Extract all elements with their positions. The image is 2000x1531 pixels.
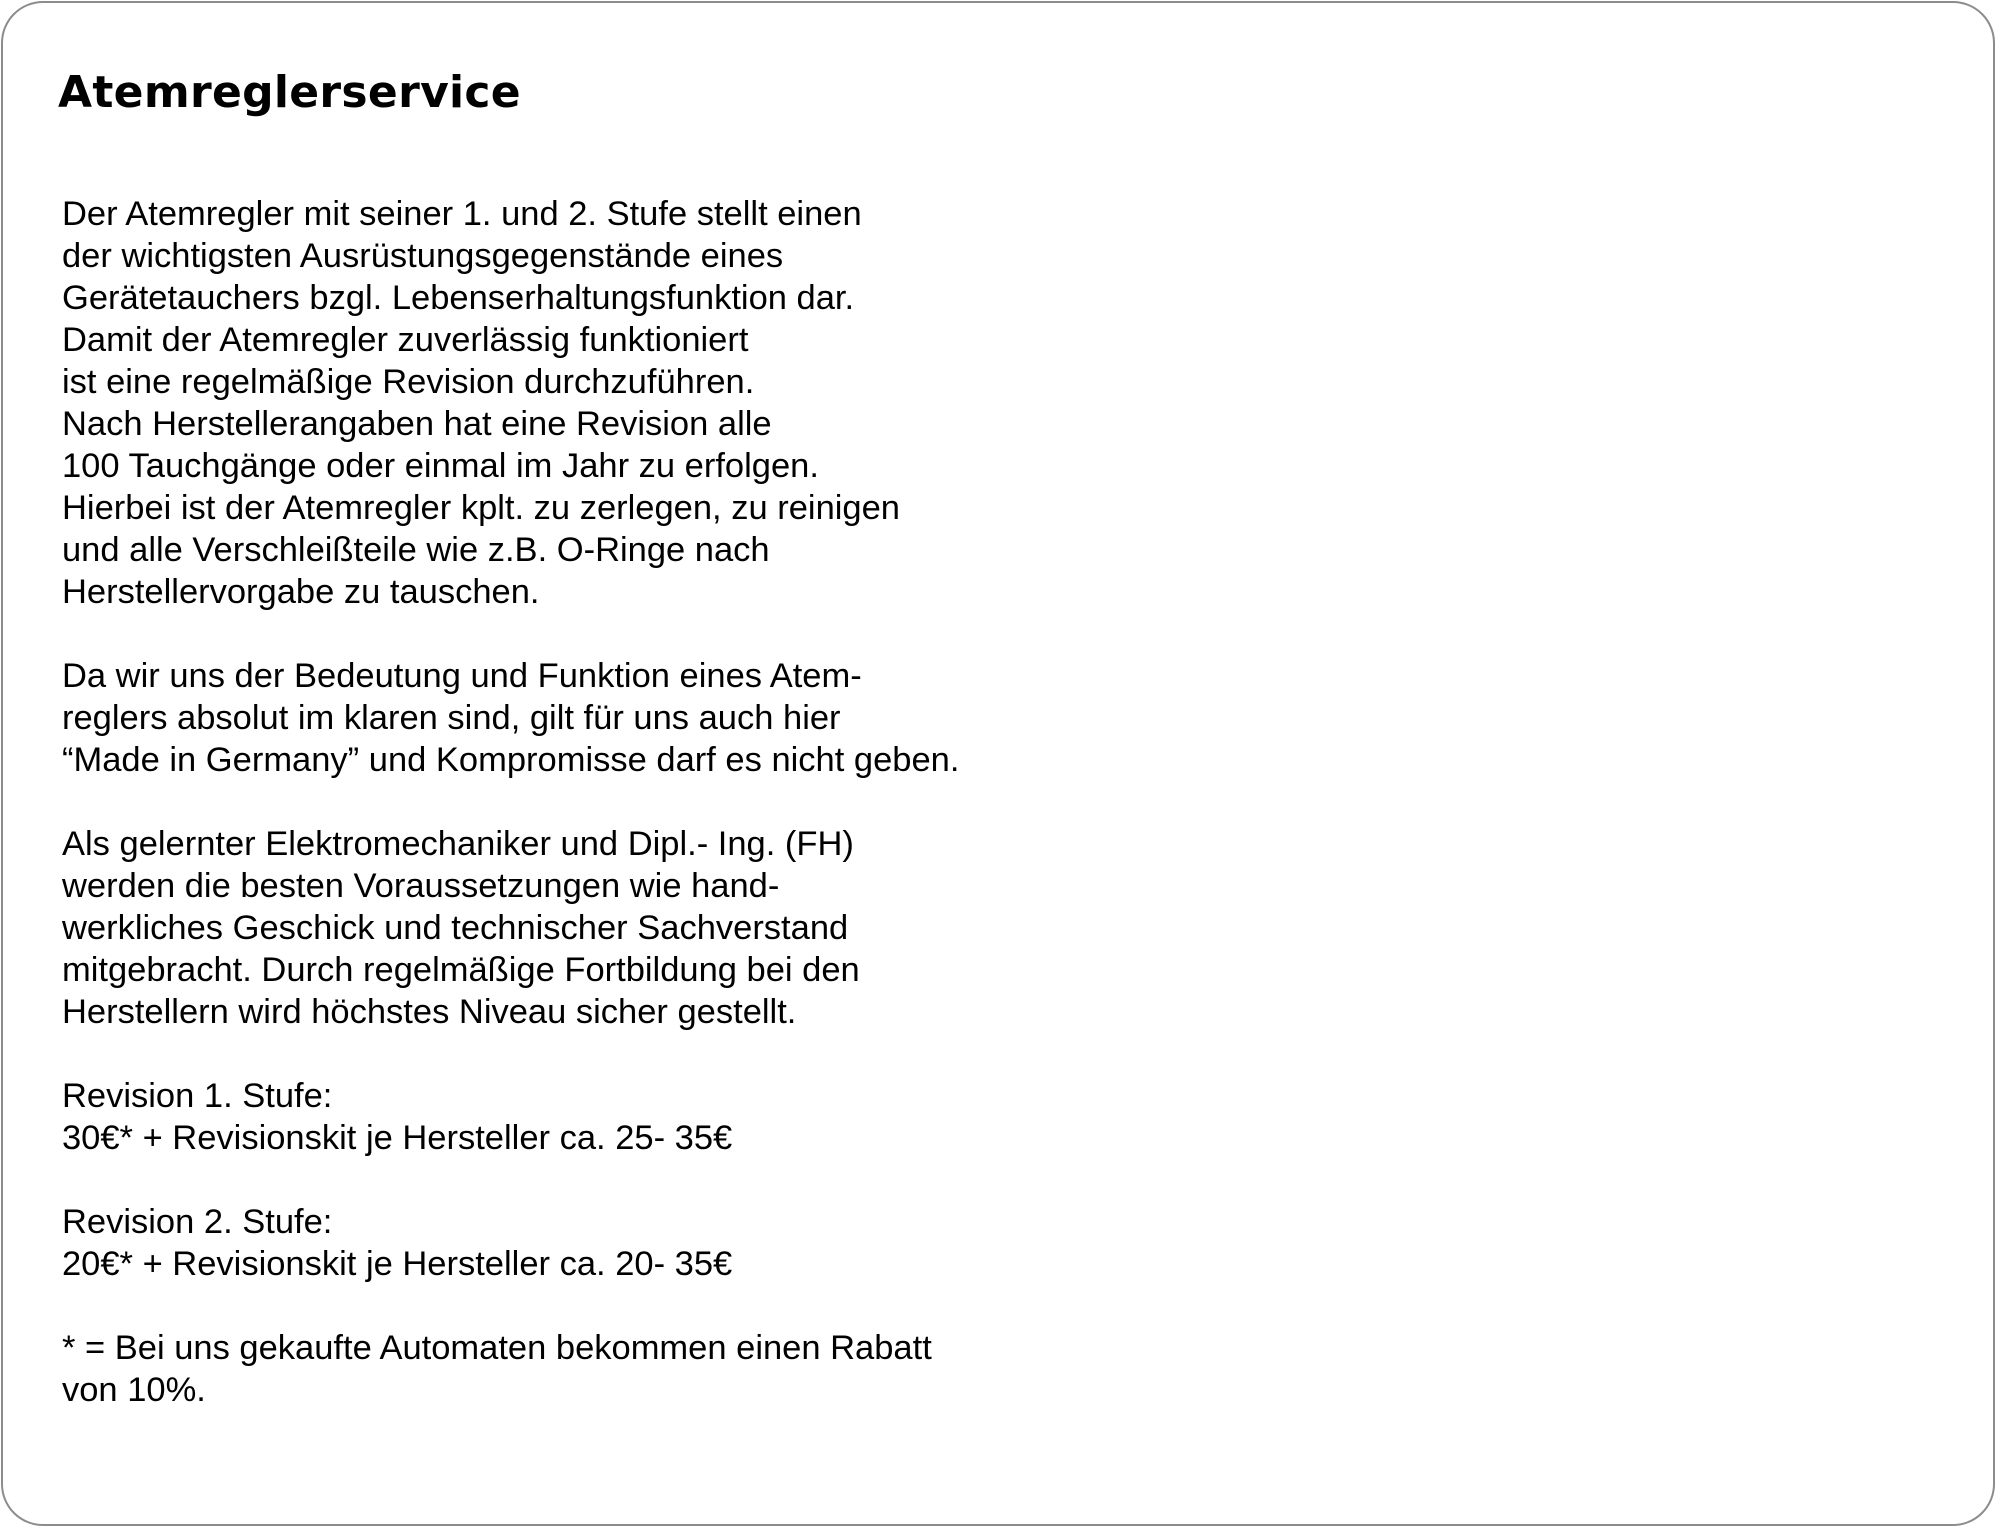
price-detail: 30€* + Revisionskit je Hersteller ca. 25- 35€ xyxy=(62,1119,733,1157)
price-first-stage xyxy=(62,1075,1162,1159)
text-line: werkliches Geschick und technischer Sachverstand xyxy=(62,909,849,947)
price-detail: 20€* + Revisionskit je Hersteller ca. 20- 35€ xyxy=(62,1245,733,1283)
text-line: und alle Verschleißteile wie z.B. O-Ringe nach xyxy=(62,531,770,569)
text-line: der wichtigsten Ausrüstungsgegenstände eines xyxy=(62,237,784,275)
text-line: Hierbei ist der Atemregler kplt. zu zerlegen, zu reinigen xyxy=(62,489,900,527)
paragraph-qualification xyxy=(62,823,1162,1033)
content-card xyxy=(1,1,1995,1526)
price-heading: Revision 2. Stufe: xyxy=(62,1203,333,1241)
text-line: reglers absolut im klaren sind, gilt für uns auch hier xyxy=(62,699,841,737)
discount-footnote xyxy=(62,1327,1162,1411)
text-line: Da wir uns der Bedeutung und Funktion eines Atem- xyxy=(62,657,862,695)
text-line: 100 Tauchgänge oder einmal im Jahr zu erfolgen. xyxy=(62,447,819,485)
text-line: werden die besten Voraussetzungen wie hand- xyxy=(62,867,780,905)
page-title: Atemreglerservice xyxy=(58,67,521,118)
text-line: * = Bei uns gekaufte Automaten bekommen einen Rabatt xyxy=(62,1329,932,1367)
text-line: “Made in Germany” und Kompromisse darf es nicht geben. xyxy=(62,741,960,779)
paragraph-intro xyxy=(62,193,1162,613)
body-text xyxy=(62,193,1162,1411)
text-line: Der Atemregler mit seiner 1. und 2. Stufe stellt einen xyxy=(62,195,862,233)
text-line: Damit der Atemregler zuverlässig funktioniert xyxy=(62,321,749,359)
text-line: Als gelernter Elektromechaniker und Dipl.- Ing. (FH) xyxy=(62,825,854,863)
text-line: mitgebracht. Durch regelmäßige Fortbildung bei den xyxy=(62,951,860,989)
paragraph-made-in-germany xyxy=(62,655,1162,781)
price-second-stage xyxy=(62,1201,1162,1285)
text-line: ist eine regelmäßige Revision durchzuführen. xyxy=(62,363,755,401)
text-line: Nach Herstellerangaben hat eine Revision alle xyxy=(62,405,772,443)
text-line: Herstellervorgabe zu tauschen. xyxy=(62,573,540,611)
text-line: Herstellern wird höchstes Niveau sicher gestellt. xyxy=(62,993,797,1031)
price-heading: Revision 1. Stufe: xyxy=(62,1077,333,1115)
text-line: Gerätetauchers bzgl. Lebenserhaltungsfunktion dar. xyxy=(62,279,855,317)
text-line: von 10%. xyxy=(62,1371,206,1409)
